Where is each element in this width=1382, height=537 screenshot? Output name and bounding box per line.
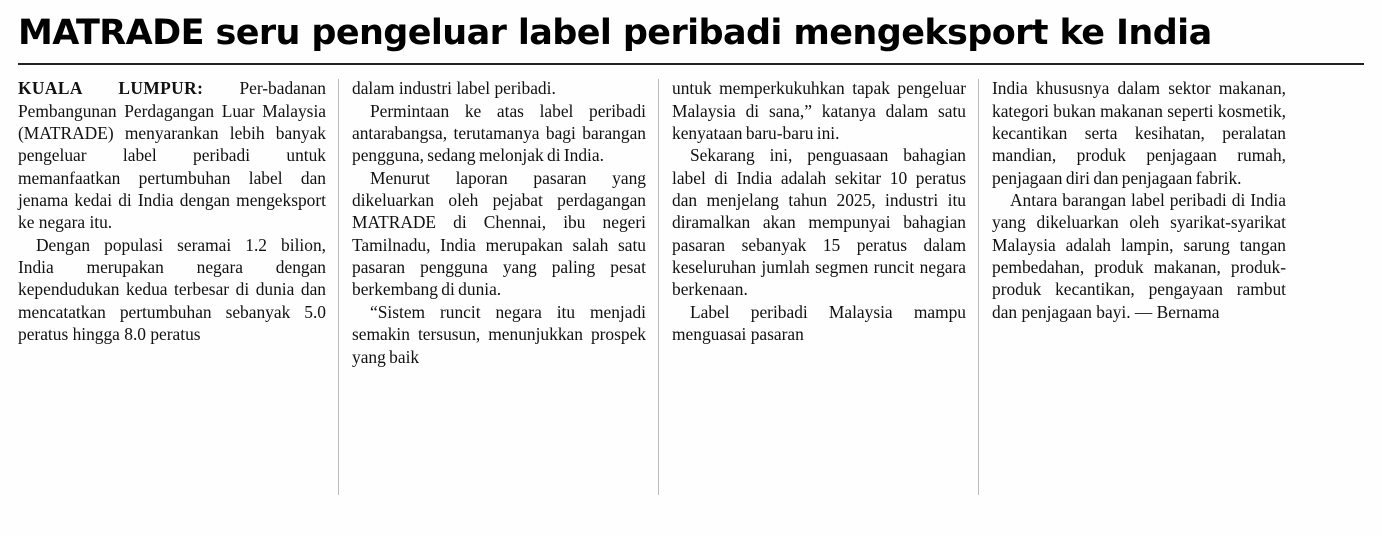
paragraph: Menurut laporan pasaran yang dikeluarkan oleh pejabat perdagangan MATRADE di Chennai, ibu negeri Tamilnadu, India merupakan salah satu pasaran pengguna yang paling pesat berkembang di dunia. [352, 167, 646, 300]
paragraph: untuk memperkukuhkan tapak pengeluar Malaysia di sana,” katanya dalam satu kenyataan baru-baru ini. [672, 78, 966, 143]
paragraph: dalam industri label peribadi. [352, 78, 556, 99]
paragraph: Dengan populasi seramai 1.2 bilion, India merupakan negara dengan kependudukan kedua terbesar di dunia dan mencatatkan pertumbuhan sebanyak 5.0 peratus hingga 8.0 peratus [18, 234, 326, 345]
paragraph: Permintaan ke atas label peribadi antarabangsa, terutamanya bagi barangan pengguna, sedang melonjak di India. [352, 100, 646, 166]
paragraph: Antara barangan label peribadi di India yang dikeluarkan oleh syarikat-syarikat Malaysia adalah lampin, sarung tangan pembedahan, produk makanan, produk-produk kecantikan, pengayaan rambut dan penjagaan bayi. — Bernama [992, 189, 1286, 322]
paragraph-text: Per-badanan Pembangunan Perdagangan Luar Malaysia (MATRADE) menyarankan lebih banyak pengeluar label peribadi untuk memanfaatkan pertumbuhan label dan jenama kedai di India dengan mengeksport ke negara itu. [18, 78, 326, 233]
article-column-2 [338, 77, 658, 497]
column-divider [658, 79, 659, 495]
dateline-label: KUALA LUMPUR: [18, 78, 204, 99]
article-columns [18, 77, 1364, 497]
article-column-1 [18, 77, 338, 497]
paragraph: India khususnya dalam sektor makanan, kategori bukan makanan seperti kosmetik, kecantikan serta kesihatan, peralatan mandian, produk penjagaan rumah, penjagaan diri dan penjagaan fabrik. [992, 78, 1286, 188]
paragraph: “Sistem runcit negara itu menjadi semakin tersusun, menunjukkan prospek yang baik [352, 301, 646, 367]
article-column-3 [658, 77, 978, 497]
paragraph [18, 77, 326, 234]
headline-divider [18, 63, 1364, 65]
article-column-4 [978, 77, 1298, 497]
column-divider [338, 79, 339, 495]
paragraph: Label peribadi Malaysia mampu menguasai pasaran [672, 301, 966, 345]
paragraph: Sekarang ini, penguasaan bahagian label di India adalah sekitar 10 peratus dan menjelang tahun 2025, industri itu diramalkan akan mempunyai bahagian pasaran sebanyak 15 peratus dalam keseluruhan jumlah segmen runcit negara berkenaan. [672, 145, 966, 300]
page-title: MATRADE seru pengeluar label peribadi mengeksport ke India [18, 13, 1212, 53]
column-divider [978, 79, 979, 495]
